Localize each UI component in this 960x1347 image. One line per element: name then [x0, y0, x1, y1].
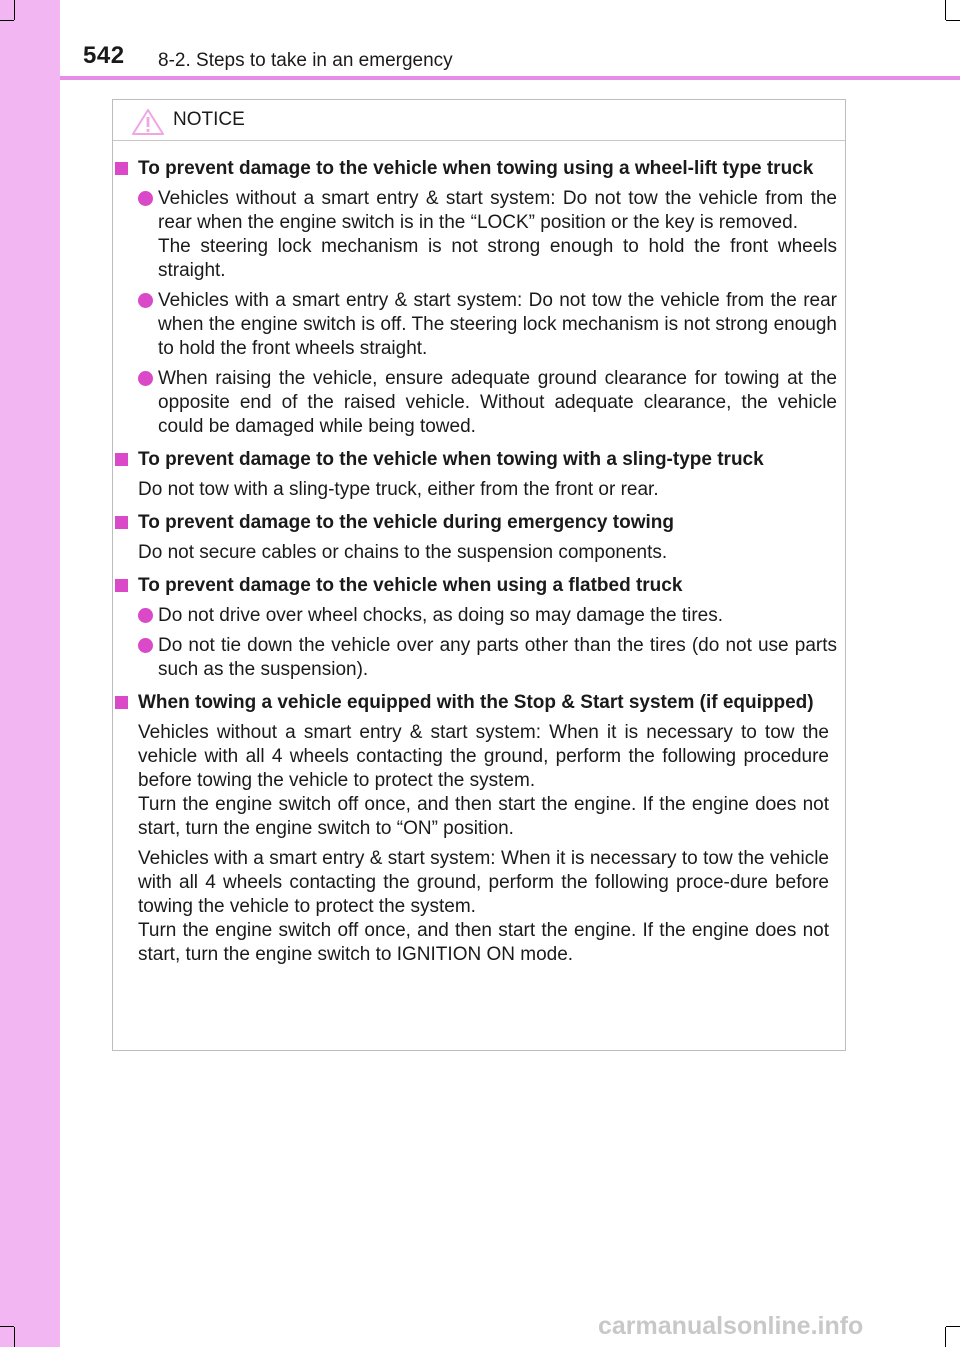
- crop-mark: [14, 1327, 15, 1347]
- section-heading-text: To prevent damage to the vehicle during emergency towing: [138, 512, 674, 533]
- paragraph-text: Turn the engine switch off once, and then start the engine. If the engine does not start, turn the engine switch to IGNITION ON mode.: [138, 920, 829, 965]
- watermark: carmanualsonline.info: [598, 1312, 864, 1340]
- paragraph: [113, 478, 845, 502]
- section-heading: [113, 157, 845, 181]
- crop-mark: [946, 20, 960, 21]
- round-bullet-icon: [138, 191, 153, 206]
- notice-box: [112, 99, 846, 1051]
- crop-mark: [945, 0, 946, 20]
- round-bullet-icon: [138, 371, 153, 386]
- bullet-text: Vehicles without a smart entry & start system: Do not tow the vehicle from the rear when the engine switch is in the “LOCK” position or the key is removed.: [158, 188, 837, 233]
- bullet-item: [113, 289, 845, 361]
- crop-mark: [0, 20, 14, 21]
- round-bullet-icon: [138, 608, 153, 623]
- section-title: 8-2. Steps to take in an emergency: [158, 50, 453, 71]
- crop-mark: [946, 1326, 960, 1327]
- section-heading-text: To prevent damage to the vehicle when towing with a sling-type truck: [138, 449, 764, 470]
- bullet-text: Do not tie down the vehicle over any parts other than the tires (do not use parts such as the suspension).: [158, 635, 837, 680]
- crop-mark: [0, 1326, 14, 1327]
- bullet-text: When raising the vehicle, ensure adequate ground clearance for towing at the opposite end of the raised vehicle. Without adequate clearance, the vehicle could be damaged while being towed.: [158, 368, 837, 437]
- round-bullet-icon: [138, 638, 153, 653]
- warning-triangle-icon: [131, 108, 165, 136]
- notice-section: [113, 511, 845, 565]
- notice-section: [113, 691, 845, 967]
- paragraph: [113, 847, 845, 967]
- paragraph-text: Turn the engine switch off once, and then start the engine. If the engine does not start, turn the engine switch to “ON” position.: [138, 794, 829, 839]
- paragraph: [113, 721, 845, 841]
- section-heading: [113, 691, 845, 715]
- crop-mark: [14, 0, 15, 20]
- section-heading-text: To prevent damage to the vehicle when using a flatbed truck: [138, 575, 683, 596]
- paragraph-text: Vehicles without a smart entry & start system: When it is necessary to tow the vehicle with all 4 wheels contacting the ground, perform the following procedure before towing the vehicle to protect the system.: [138, 722, 829, 791]
- square-bullet-icon: [115, 453, 128, 466]
- notice-section: [113, 448, 845, 502]
- header-rule: [60, 76, 960, 80]
- bullet-text: Vehicles with a smart entry & start system: Do not tow the vehicle from the rear when the engine switch is off. The steering lock mechanism is not strong enough to hold the front wheels straight.: [158, 290, 837, 359]
- notice-section: [113, 574, 845, 682]
- square-bullet-icon: [115, 516, 128, 529]
- bullet-item: [113, 634, 845, 682]
- bullet-text: Do not drive over wheel chocks, as doing so may damage the tires.: [158, 605, 724, 626]
- section-heading: [113, 448, 845, 472]
- square-bullet-icon: [115, 696, 128, 709]
- notice-section: [113, 157, 845, 439]
- section-heading: [113, 574, 845, 598]
- paragraph-text: Do not secure cables or chains to the suspension components.: [138, 542, 668, 563]
- paragraph-text: Vehicles with a smart entry & start system: When it is necessary to tow the vehicle with all 4 wheels contacting the ground, perform the following proce-dure before towing the vehicle to protect the system.: [138, 848, 829, 917]
- bullet-item: [113, 367, 845, 439]
- paragraph-text: Do not tow with a sling-type truck, either from the front or rear.: [138, 479, 659, 500]
- bullet-item: [113, 604, 845, 628]
- bullet-text: The steering lock mechanism is not strong enough to hold the front wheels straight.: [158, 236, 837, 281]
- round-bullet-icon: [138, 293, 153, 308]
- page-side-tab: [0, 0, 60, 1347]
- section-heading: [113, 511, 845, 535]
- notice-body: [113, 157, 845, 976]
- square-bullet-icon: [115, 162, 128, 175]
- section-heading-text: To prevent damage to the vehicle when towing using a wheel-lift type truck: [138, 158, 814, 179]
- paragraph: [113, 541, 845, 565]
- bullet-item: [113, 187, 845, 283]
- section-heading-text: When towing a vehicle equipped with the Stop & Start system (if equipped): [138, 692, 814, 713]
- notice-label: NOTICE: [173, 109, 245, 130]
- crop-mark: [945, 1327, 946, 1347]
- page-number: 542: [83, 42, 125, 69]
- square-bullet-icon: [115, 579, 128, 592]
- notice-header: [113, 100, 845, 141]
